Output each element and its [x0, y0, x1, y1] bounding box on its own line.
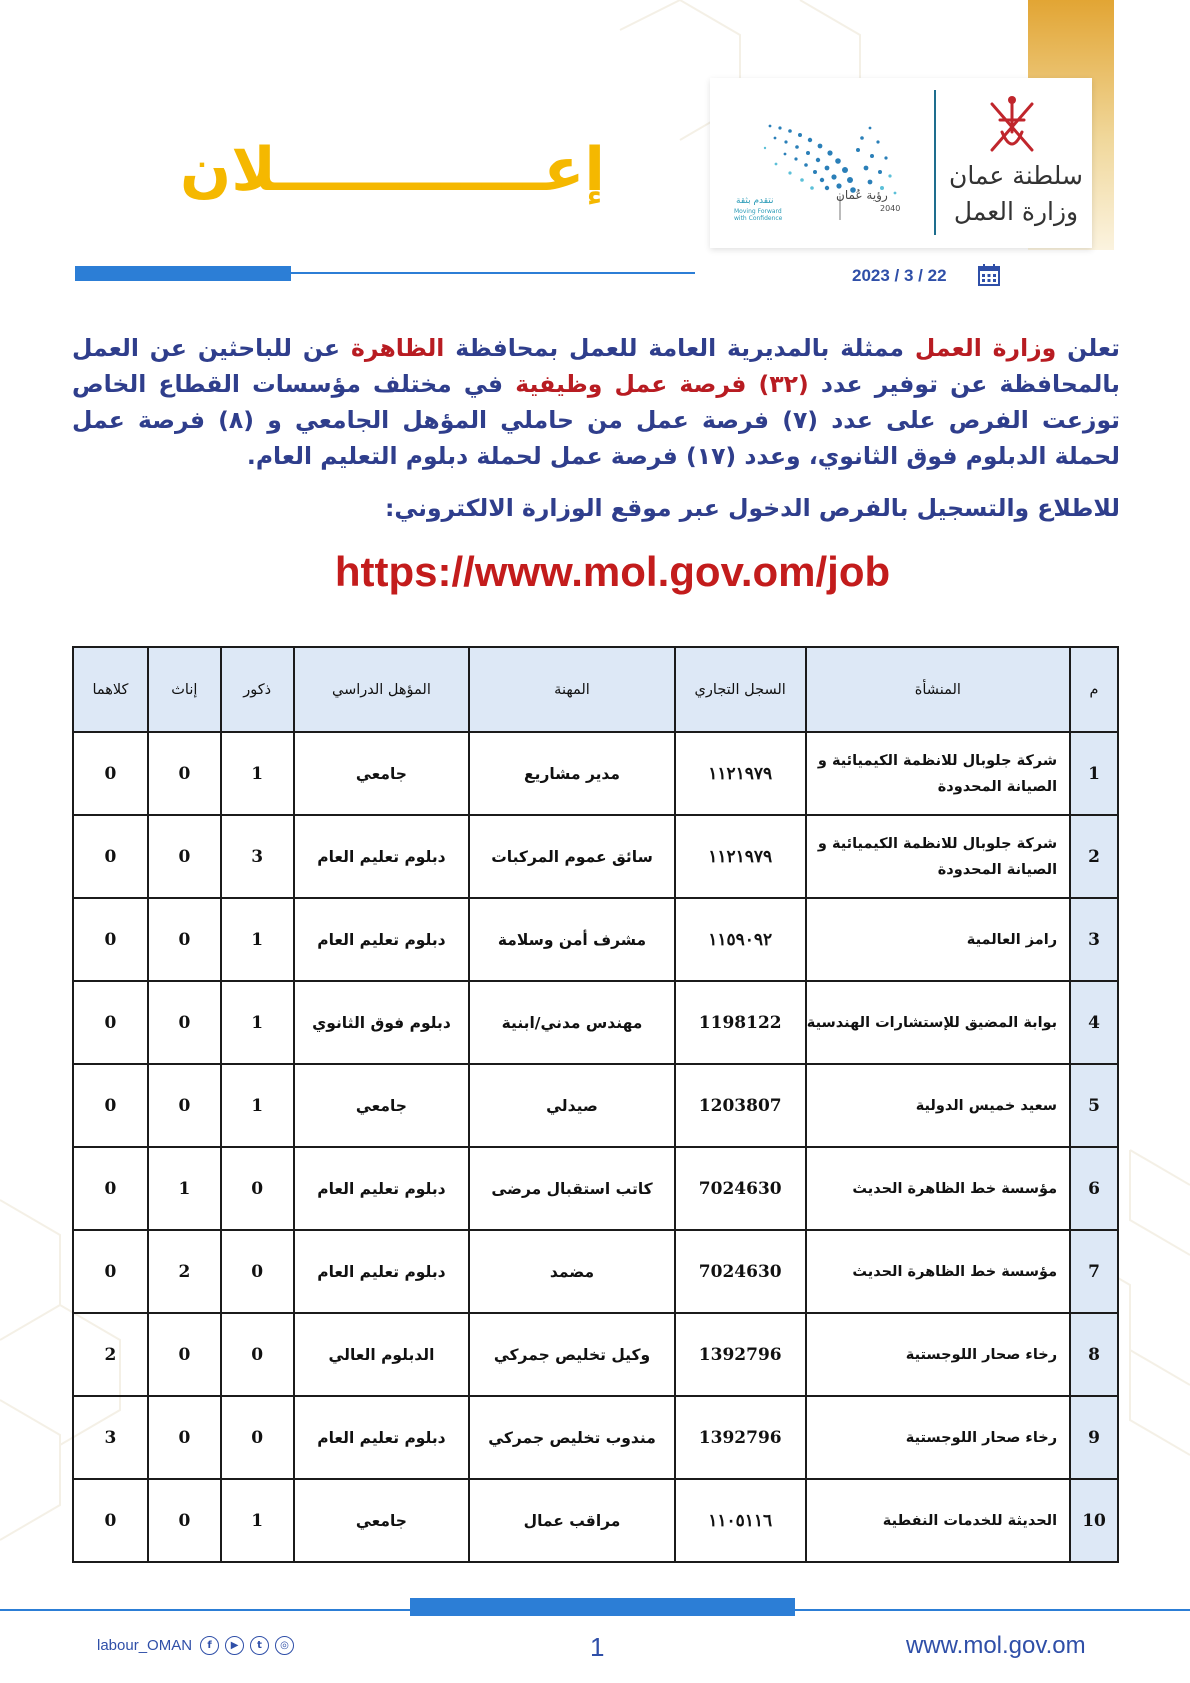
- cell-females: 0: [148, 1313, 221, 1396]
- cell-num: 6: [1070, 1147, 1118, 1230]
- cell-profession: وكيل تخليص جمركي: [469, 1313, 675, 1396]
- cell-qualification: دبلوم تعليم العام: [294, 815, 470, 898]
- cell-both: 0: [73, 1147, 148, 1230]
- announce-seg3: ممثلة بالمديرية العامة للعمل بمحافظة: [444, 334, 915, 362]
- cell-males: 1: [221, 981, 294, 1064]
- cell-profession: مندوب تخليص جمركي: [469, 1396, 675, 1479]
- cell-registry: ١١٢١٩٧٩: [675, 732, 806, 815]
- cell-males: 0: [221, 1313, 294, 1396]
- cell-registry: ١١٥٩٠٩٢: [675, 898, 806, 981]
- cell-registry: ١١٢١٩٧٩: [675, 815, 806, 898]
- tagline-english: [734, 208, 782, 222]
- social-handle[interactable]: labour_OMAN: [97, 1637, 193, 1654]
- cell-profession: مشرف أمن وسلامة: [469, 898, 675, 981]
- cell-both: 0: [73, 1064, 148, 1147]
- cell-qualification: جامعي: [294, 1479, 470, 1562]
- cell-females: 0: [148, 732, 221, 815]
- table-row: [73, 815, 1118, 898]
- header-qualification: المؤهل الدراسي: [294, 647, 470, 732]
- cell-registry: 1392796: [675, 1396, 806, 1479]
- cell-females: 2: [148, 1230, 221, 1313]
- cell-profession: سائق عموم المركبات: [469, 815, 675, 898]
- cell-males: 1: [221, 1479, 294, 1562]
- cell-males: 1: [221, 898, 294, 981]
- cell-both: 0: [73, 1230, 148, 1313]
- cell-establishment: بوابة المضيق للإستشارات الهندسية: [806, 981, 1070, 1064]
- tagline-english-line1: Moving Forward: [734, 208, 782, 215]
- cell-establishment: رخاء صحار اللوجستية: [806, 1396, 1070, 1479]
- youtube-icon[interactable]: ▶: [225, 1636, 244, 1655]
- cell-qualification: جامعي: [294, 732, 470, 815]
- cell-females: 0: [148, 1064, 221, 1147]
- cell-males: 0: [221, 1396, 294, 1479]
- cell-registry: 1392796: [675, 1313, 806, 1396]
- announcement-date: 2023 / 3 / 22: [852, 266, 947, 285]
- cell-profession: مراقب عمال: [469, 1479, 675, 1562]
- header-registry: السجل التجاري: [675, 647, 806, 732]
- cell-both: 0: [73, 732, 148, 815]
- header-males: ذكور: [221, 647, 294, 732]
- cell-males: 0: [221, 1147, 294, 1230]
- cell-num: 7: [1070, 1230, 1118, 1313]
- tagline-english-line2: with Confidence: [734, 215, 783, 222]
- cell-qualification: دبلوم فوق الثانوي: [294, 981, 470, 1064]
- cell-qualification: دبلوم تعليم العام: [294, 1230, 470, 1313]
- cell-females: 0: [148, 981, 221, 1064]
- jobs-url-link[interactable]: https://www.mol.gov.om/job: [334, 548, 891, 595]
- facebook-icon[interactable]: f: [200, 1636, 219, 1655]
- cell-num: 1: [1070, 732, 1118, 815]
- cell-registry: 1203807: [675, 1064, 806, 1147]
- cell-females: 1: [148, 1147, 221, 1230]
- cell-establishment: شركة جلوبال للانظمة الكيميائية و الصيانة المحدودة: [806, 732, 1070, 815]
- announce-ministry: وزارة العمل: [914, 334, 1057, 362]
- cell-both: 2: [73, 1313, 148, 1396]
- cell-both: 0: [73, 981, 148, 1064]
- cell-males: 0: [221, 1230, 294, 1313]
- job-opportunities-table: [72, 646, 1119, 1563]
- page-title: إعـــــــــــــلان: [180, 135, 605, 205]
- cell-females: 0: [148, 898, 221, 981]
- cell-females: 0: [148, 1479, 221, 1562]
- cell-males: 1: [221, 732, 294, 815]
- cell-males: 1: [221, 1064, 294, 1147]
- twitter-icon[interactable]: t: [250, 1636, 269, 1655]
- table-row: [73, 1313, 1118, 1396]
- cell-establishment: سعيد خميس الدولية: [806, 1064, 1070, 1147]
- table-row: [73, 1396, 1118, 1479]
- cell-registry: ١١٠٥١١٦: [675, 1479, 806, 1562]
- cell-num: 8: [1070, 1313, 1118, 1396]
- cell-establishment: رامز العالمية: [806, 898, 1070, 981]
- cell-profession: مضمد: [469, 1230, 675, 1313]
- cell-qualification: الدبلوم العالي: [294, 1313, 470, 1396]
- cell-qualification: دبلوم تعليم العام: [294, 1147, 470, 1230]
- footer-website-link[interactable]: www.mol.gov.om: [906, 1632, 1086, 1659]
- cell-qualification: جامعي: [294, 1064, 470, 1147]
- cell-qualification: دبلوم تعليم العام: [294, 1396, 470, 1479]
- announce-seg5: عن للباحثين عن العمل بالمحافظة عن توفير عدد: [72, 334, 1120, 398]
- announce-governorate: الظاهرة: [350, 334, 445, 362]
- cell-both: 0: [73, 815, 148, 898]
- ministry-name-line1: سلطنة عمان: [949, 161, 1083, 190]
- calendar-icon: [978, 264, 1000, 286]
- cell-both: 0: [73, 1479, 148, 1562]
- ministry-name-line2: وزارة العمل: [953, 197, 1079, 226]
- header-both: كلاهما: [73, 647, 148, 732]
- tagline-arabic: نتقدم بثقة: [736, 196, 774, 206]
- cell-females: 0: [148, 1396, 221, 1479]
- table-row: [73, 1230, 1118, 1313]
- table-row: [73, 981, 1118, 1064]
- instagram-icon[interactable]: ◎: [275, 1636, 294, 1655]
- cell-num: 2: [1070, 815, 1118, 898]
- table-row: [73, 732, 1118, 815]
- table-row: [73, 1064, 1118, 1147]
- cell-profession: كاتب استقبال مرضى: [469, 1147, 675, 1230]
- cell-both: 3: [73, 1396, 148, 1479]
- footer-line-thick: [410, 1598, 795, 1616]
- cell-num: 5: [1070, 1064, 1118, 1147]
- cell-both: 0: [73, 898, 148, 981]
- cell-qualification: دبلوم تعليم العام: [294, 898, 470, 981]
- cell-establishment: الحديثة للخدمات النفطية: [806, 1479, 1070, 1562]
- vision-year: 2040: [880, 204, 901, 213]
- ministry-name: [946, 158, 1086, 230]
- header-females: إناث: [148, 647, 221, 732]
- announce-opportunity-count: (٣٢) فرصة عمل وظيفية: [515, 370, 809, 398]
- cell-profession: صيدلي: [469, 1064, 675, 1147]
- social-links: [97, 1636, 294, 1655]
- register-instructions: للاطلاع والتسجيل بالفرص الدخول عبر موقع الوزارة الالكتروني:: [384, 494, 1120, 522]
- header-profession: المهنة: [469, 647, 675, 732]
- national-emblem-icon: [980, 92, 1044, 162]
- table-row: [73, 1147, 1118, 1230]
- cell-num: 10: [1070, 1479, 1118, 1562]
- announce-seg1: تعلن: [1056, 334, 1120, 362]
- cell-establishment: رخاء صحار اللوجستية: [806, 1313, 1070, 1396]
- header-num: م: [1070, 647, 1118, 732]
- logo-divider: [934, 90, 936, 235]
- table-row: [73, 1479, 1118, 1562]
- cell-registry: 7024630: [675, 1147, 806, 1230]
- vision-label: رؤية عُمان: [836, 188, 888, 202]
- logo-card: [710, 78, 1092, 248]
- cell-establishment: مؤسسة خط الظاهرة الحديث: [806, 1147, 1070, 1230]
- cell-profession: مهندس مدني/ابنية: [469, 981, 675, 1064]
- cell-profession: مدير مشاريع: [469, 732, 675, 815]
- page-number: 1: [590, 1632, 605, 1662]
- table-row: [73, 898, 1118, 981]
- table-header-row: [73, 647, 1118, 732]
- cell-males: 3: [221, 815, 294, 898]
- cell-establishment: شركة جلوبال للانظمة الكيميائية و الصيانة المحدودة: [806, 815, 1070, 898]
- cell-females: 0: [148, 815, 221, 898]
- cell-registry: 7024630: [675, 1230, 806, 1313]
- announcement-paragraph: [72, 330, 1120, 474]
- cell-registry: 1198122: [675, 981, 806, 1064]
- cell-establishment: مؤسسة خط الظاهرة الحديث: [806, 1230, 1070, 1313]
- cell-num: 4: [1070, 981, 1118, 1064]
- cell-num: 3: [1070, 898, 1118, 981]
- title-underline-thick: [75, 266, 291, 281]
- announce-seg7: في مختلف مؤسسات القطاع الخاص توزعت الفرص على عدد (٧) فرصة عمل من حاملي المؤهل الجامعي و (٨) فرصة عمل لحملة الدبلوم فوق الثانوي، وعدد (١٧) فرصة عمل لحملة دبلوم التعليم العام.: [72, 370, 1120, 470]
- cell-num: 9: [1070, 1396, 1118, 1479]
- header-establishment: المنشأة: [806, 647, 1070, 732]
- title-underline-thin: [291, 272, 695, 274]
